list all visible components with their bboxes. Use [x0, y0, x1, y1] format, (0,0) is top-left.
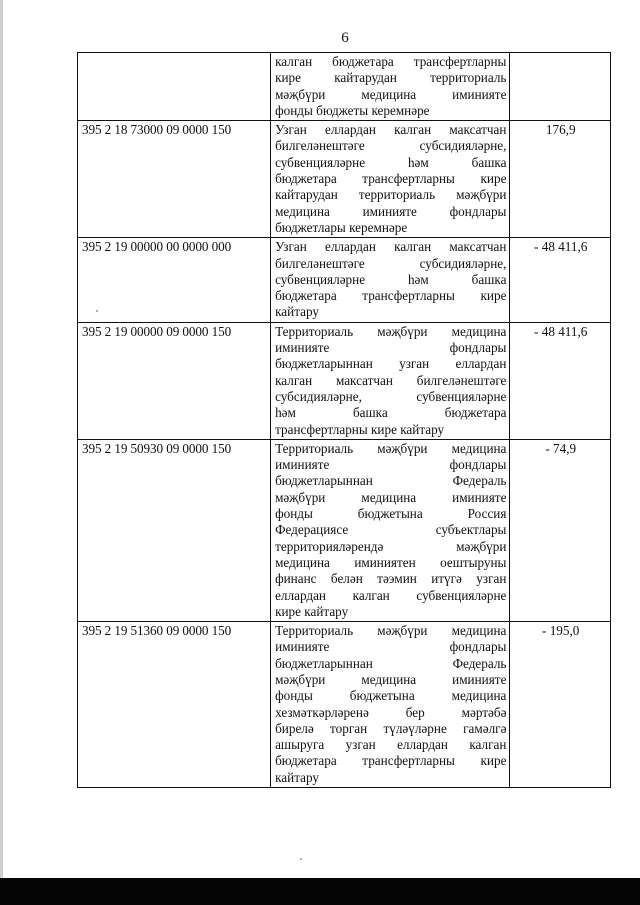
table-row [78, 622, 611, 788]
budget-amount [510, 53, 611, 121]
description-line: мәҗбүри медицина иминияте [275, 671, 507, 687]
description-line: бирелә торган түләүләрне гамәлгә [275, 720, 507, 736]
description-line: кире кайтару [275, 603, 349, 619]
description-line: медицина иминиятен оештыруны [275, 554, 507, 570]
description-line: кайтару [275, 304, 319, 320]
budget-description [271, 121, 510, 238]
description-line: трансфертларны кире кайтару [275, 421, 445, 437]
description-line: бюджетлары керемнәре [275, 219, 408, 235]
budget-description [271, 322, 510, 439]
description-line: кайтарудан территориаль мәҗбүри [275, 187, 507, 203]
description-line: субсидияләрне, субвенцияләрне [275, 388, 507, 404]
description-line: медицина иминияте фондлары [275, 203, 507, 219]
budget-code [78, 53, 271, 121]
table-row [78, 439, 611, 621]
description-line: бюджетларыннан узган еллардан [275, 356, 507, 372]
budget-code: 395 2 19 50930 09 0000 150 [78, 439, 271, 621]
description-line: субвенцияләрне һәм башка [275, 271, 507, 287]
budget-code: 395 2 19 00000 09 0000 150 [78, 322, 271, 439]
description-line: Узган еллардан калган максатчан [275, 239, 507, 255]
description-line: иминияте фондлары [275, 457, 507, 473]
scan-edge-shadow [0, 0, 3, 878]
description-line: Территориаль мәҗбүри медицина [275, 323, 507, 339]
description-line: финанс белән тәэмин итүгә узган [275, 571, 507, 587]
description-line: кире кайтарудан территориаль [275, 70, 507, 86]
description-line: иминияте фондлары [275, 639, 507, 655]
description-line: иминияте фондлары [275, 340, 507, 356]
description-line: кайтару [275, 769, 319, 785]
scan-speck [300, 858, 302, 860]
budget-description [271, 53, 510, 121]
table-row [78, 238, 611, 322]
description-line: Узган еллардан калган максатчан [275, 122, 507, 138]
budget-amount: - 195,0 [510, 622, 611, 788]
description-line: билгеләнештәге субсидияләрне, [275, 138, 507, 154]
description-line: бюджетларыннан Федераль [275, 473, 507, 489]
scan-bottom-bar [0, 878, 640, 905]
budget-amount: - 48 411,6 [510, 322, 611, 439]
description-line: бюджетара трансфертларны кире [275, 171, 507, 187]
budget-code: 395 2 19 51360 09 0000 150 [78, 622, 271, 788]
budget-description [271, 238, 510, 322]
description-line: ашыруга узган еллардан калган [275, 737, 507, 753]
table-row [78, 121, 611, 238]
description-line: бюджетара трансфертларны кире [275, 288, 507, 304]
scan-speck [96, 310, 98, 312]
description-line: мәҗбүри медицина иминияте [275, 489, 507, 505]
page-number: 6 [341, 30, 349, 46]
description-line: территорияләрендә мәҗбүри [275, 538, 507, 554]
description-line: еллардан калган субвенцияләрне [275, 587, 507, 603]
description-line: бюджетларыннан Федераль [275, 655, 507, 671]
description-line: бюджетара трансфертларны кире [275, 753, 507, 769]
budget-description [271, 622, 510, 788]
description-line: фонды бюджетына Россия [275, 506, 507, 522]
description-line: Федерациясе субъектлары [275, 522, 507, 538]
description-line: билгеләнештәге субсидияләрне, [275, 255, 507, 271]
description-line: фонды бюджеты керемнәре [275, 102, 430, 118]
budget-amount: - 48 411,6 [510, 238, 611, 322]
table-row [78, 53, 611, 121]
budget-description [271, 439, 510, 621]
budget-amount: - 74,9 [510, 439, 611, 621]
budget-table [77, 52, 611, 788]
budget-code: 395 2 18 73000 09 0000 150 [78, 121, 271, 238]
description-line: калган бюджетара трансфертларны [275, 54, 507, 69]
budget-amount: 176,9 [510, 121, 611, 238]
description-line: фонды бюджетына медицина [275, 688, 507, 704]
description-line: Территориаль мәҗбүри медицина [275, 623, 507, 639]
description-line: субвенцияләрне һәм башка [275, 154, 507, 170]
table-row [78, 322, 611, 439]
description-line: мәҗбүри медицина иминияте [275, 86, 507, 102]
description-line: калган максатчан билгеләнештәге [275, 372, 507, 388]
description-line: Территориаль мәҗбүри медицина [275, 440, 507, 456]
budget-code: 395 2 19 00000 00 0000 000 [78, 238, 271, 322]
description-line: һәм башка бюджетара [275, 405, 507, 421]
description-line: хезмәткәрләренә бер мәртәбә [275, 704, 507, 720]
